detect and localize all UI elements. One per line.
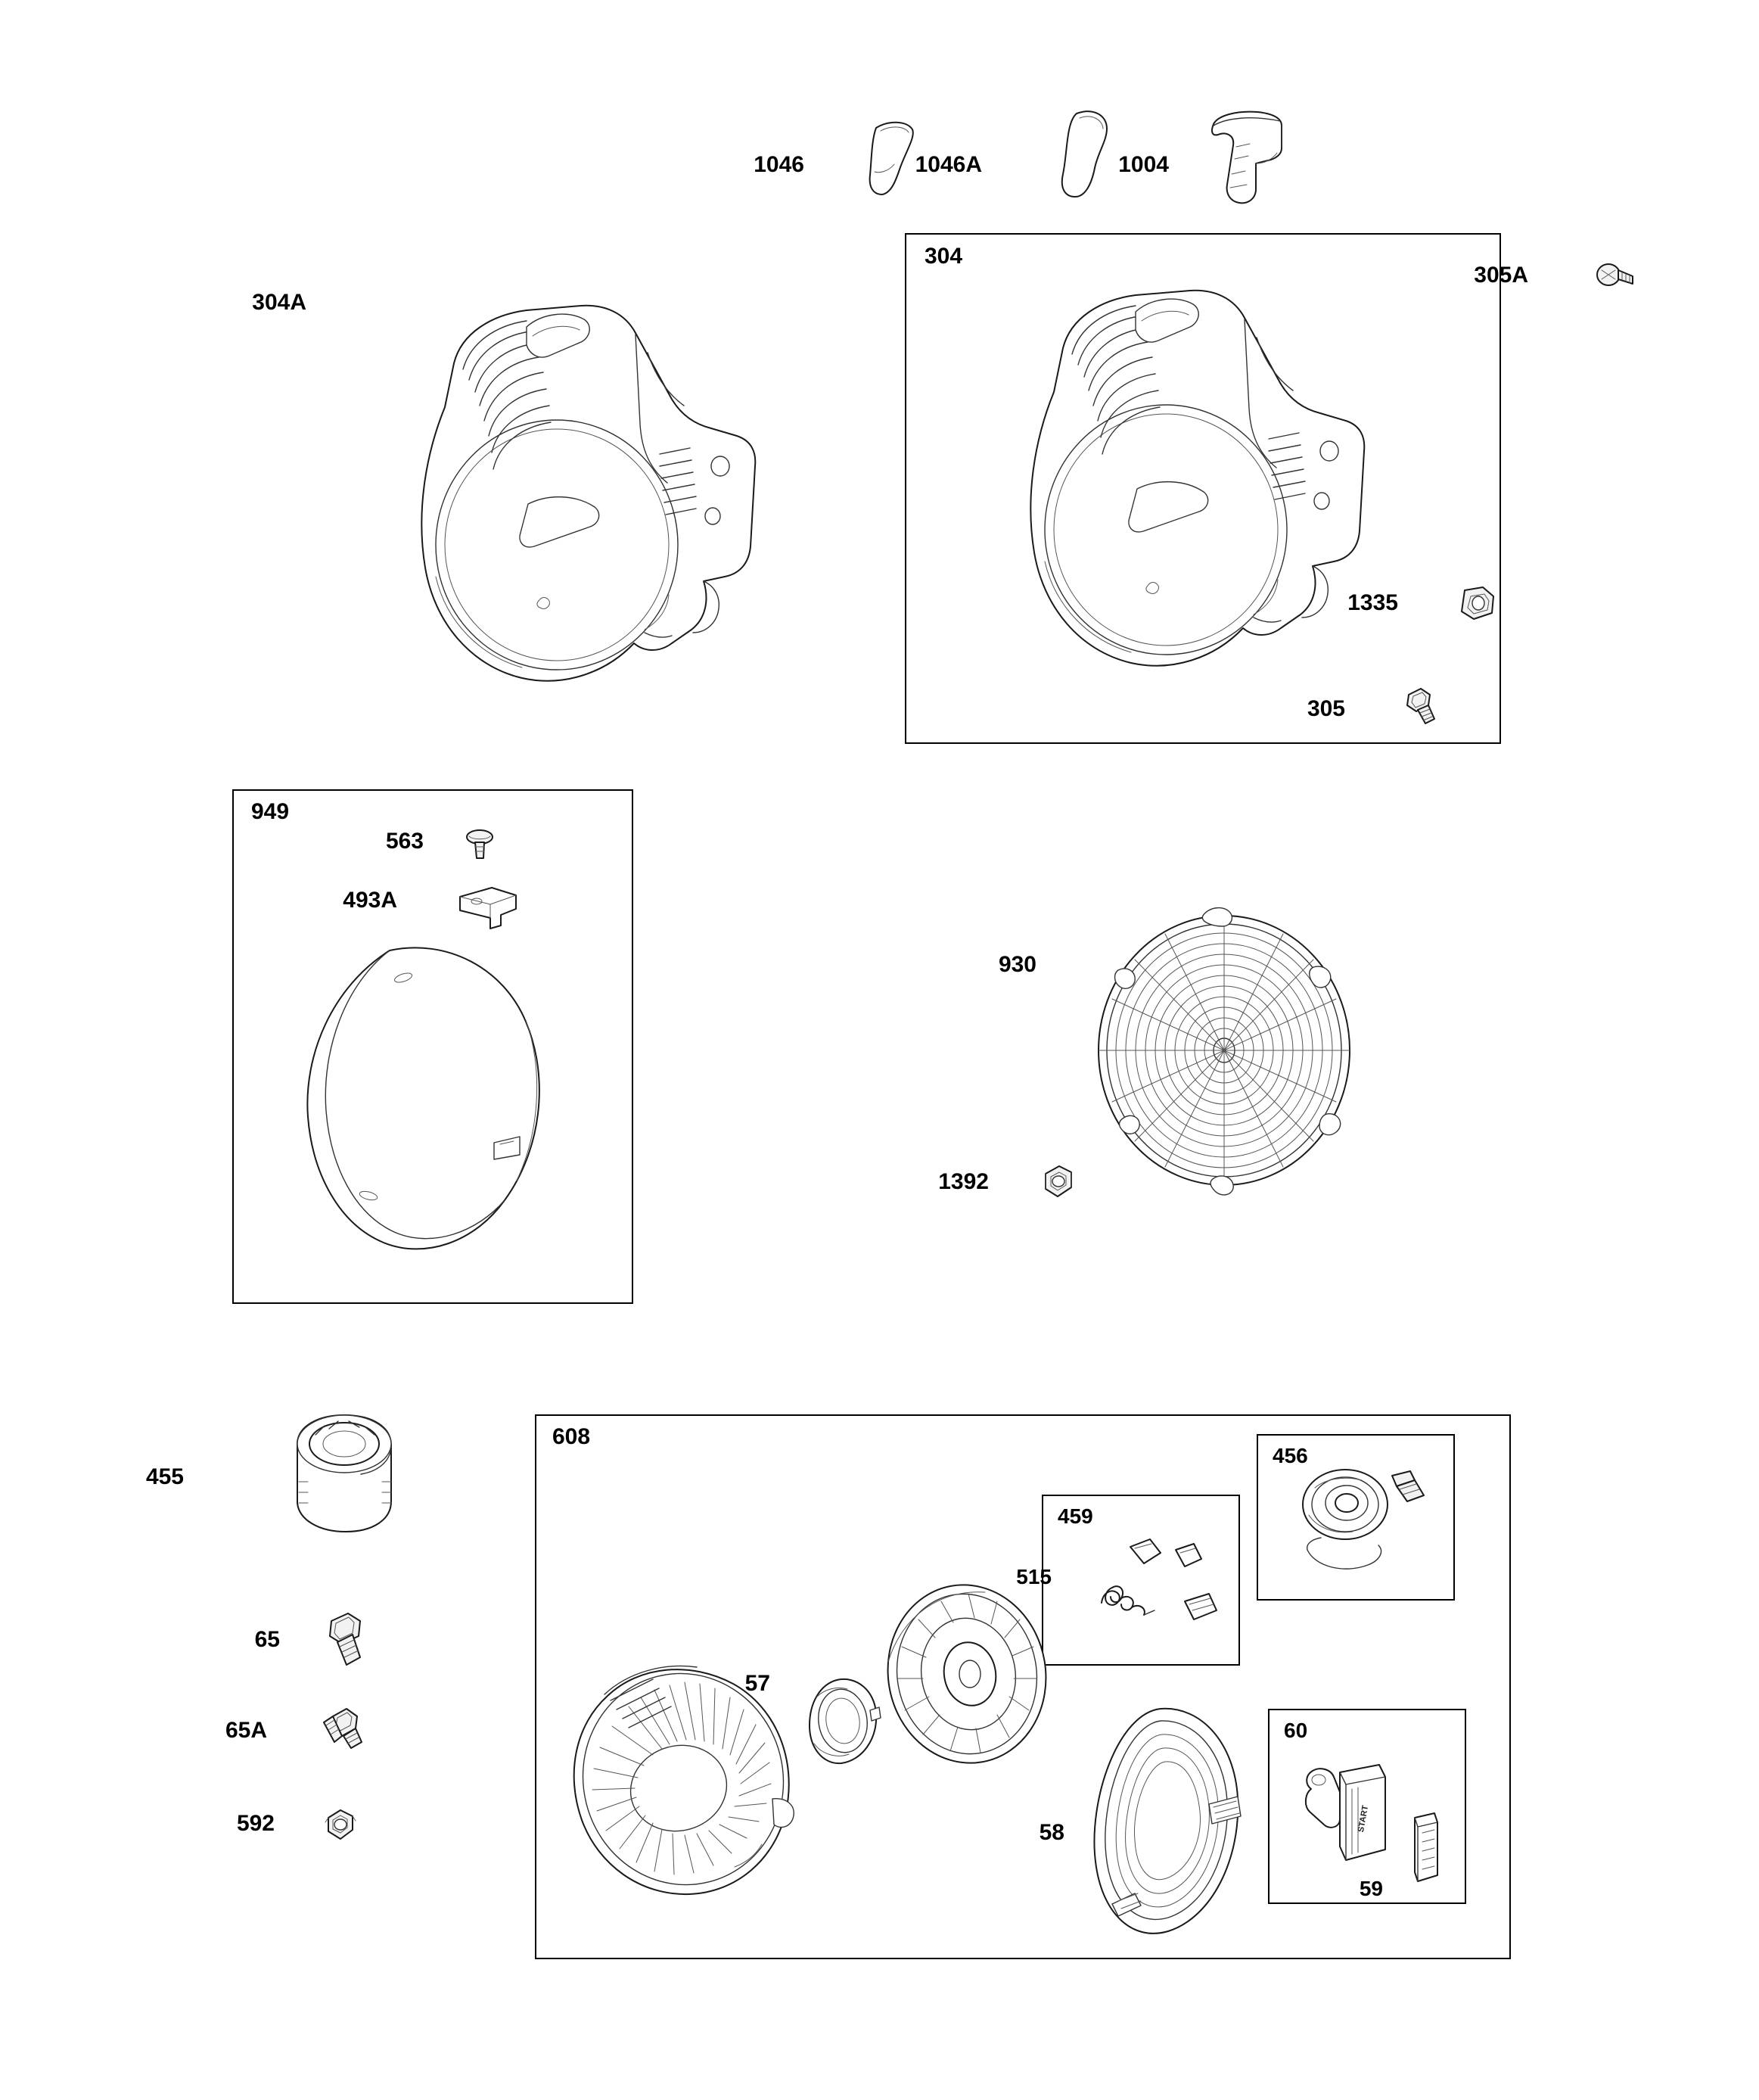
callout-930: 930	[998, 952, 1036, 977]
part-screw-65a	[318, 1703, 372, 1763]
callout-305a: 305A	[1474, 263, 1528, 288]
part-pulley-57	[803, 1674, 887, 1769]
part-screw-65	[318, 1610, 372, 1674]
part-rewind-spring-58	[1082, 1704, 1256, 1939]
group-label-459: 459	[1055, 1506, 1096, 1527]
callout-57: 57	[744, 1671, 770, 1696]
callout-65a: 65A	[225, 1718, 267, 1743]
callout-1392: 1392	[938, 1169, 989, 1194]
callout-304a: 304A	[252, 290, 306, 315]
part-starter-grip-60	[1297, 1754, 1396, 1875]
group-label-60: 60	[1281, 1720, 1310, 1741]
part-debris-cover-949	[276, 931, 609, 1264]
part-spring-515	[1094, 1573, 1164, 1626]
callout-59: 59	[1359, 1877, 1383, 1900]
callout-1046a: 1046A	[915, 152, 982, 177]
part-starter-cup-455	[276, 1409, 409, 1545]
part-screw-563	[463, 826, 501, 864]
part-insert-59	[1404, 1809, 1448, 1892]
part-grip-1004	[1203, 106, 1294, 208]
part-starter-pulley	[879, 1580, 1057, 1769]
group-label-304: 304	[921, 245, 965, 268]
callout-58: 58	[1039, 1820, 1064, 1845]
part-blower-housing-304	[987, 265, 1381, 696]
part-nut-592	[318, 1801, 365, 1848]
callout-592: 592	[236, 1811, 275, 1836]
part-clutch-456	[1279, 1461, 1441, 1589]
callout-1046: 1046	[754, 152, 804, 177]
part-rotating-screen-930	[1089, 901, 1362, 1196]
callout-563: 563	[385, 829, 424, 854]
group-label-608: 608	[549, 1426, 593, 1448]
callout-305: 305	[1307, 696, 1345, 721]
group-label-456: 456	[1270, 1445, 1311, 1467]
callout-65: 65	[254, 1627, 280, 1652]
part-plug-1046a	[1054, 106, 1122, 204]
part-plug-1046	[862, 117, 923, 201]
callout-455: 455	[145, 1464, 184, 1489]
part-nut-1392	[1036, 1162, 1080, 1204]
callout-515: 515	[1016, 1565, 1052, 1588]
callout-493a: 493A	[343, 888, 397, 913]
part-screw-305a	[1595, 260, 1637, 294]
callout-1335: 1335	[1347, 590, 1398, 615]
svg-text:START: START	[1357, 1804, 1371, 1834]
part-nut-1335	[1453, 583, 1500, 625]
part-bracket-493a	[454, 882, 522, 932]
callout-1004: 1004	[1118, 152, 1169, 177]
group-label-949: 949	[248, 801, 292, 823]
part-blower-housing-304a	[378, 280, 772, 711]
part-screw-305	[1398, 686, 1444, 731]
